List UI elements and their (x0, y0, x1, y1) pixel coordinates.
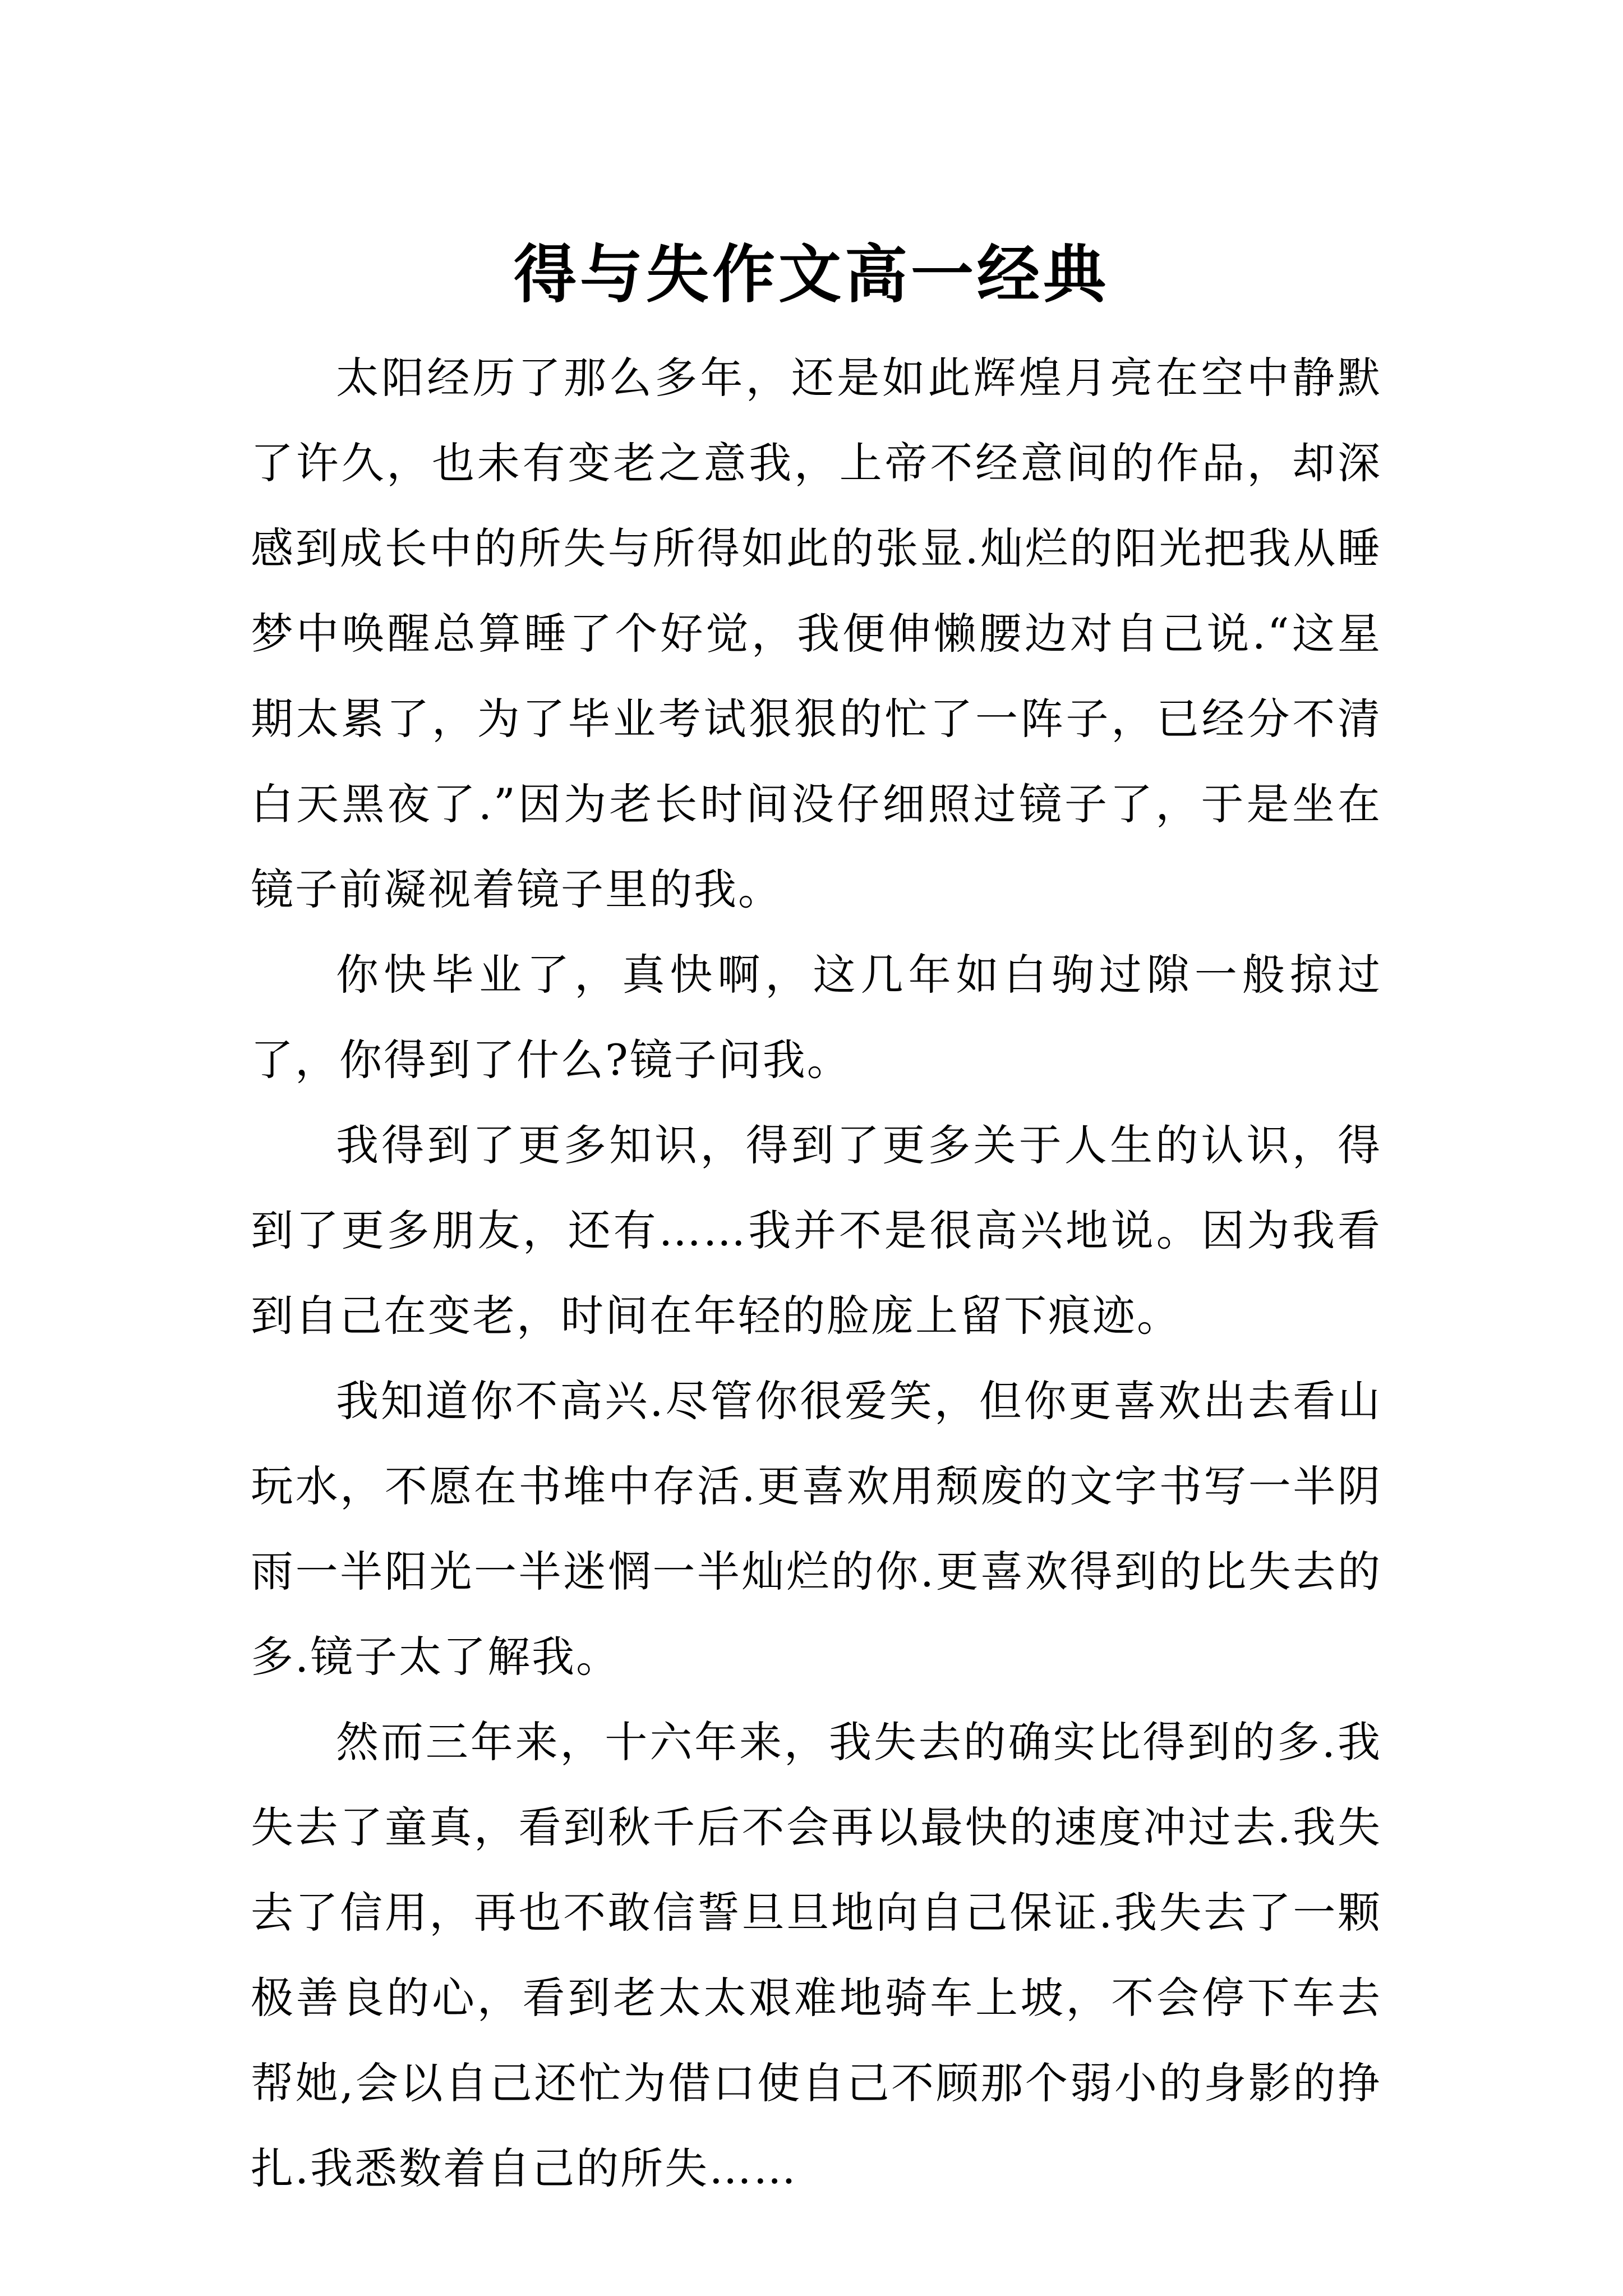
paragraph-2: 你快毕业了，真快啊，这几年如白驹过隙一般掠过了，你得到了什么?镜子问我。 (251, 950, 1382, 1085)
document-body (251, 335, 1382, 2211)
paragraph-5: 然而三年来，十六年来，我失去的确实比得到的多.我失去了童真，看到秋千后不会再以最快的速度冲过去.我失去了信用，再也不敢信誓旦旦地向自己保证.我失去了一颗极善良的心，看到老太太艰难地骑车上坡，不会停下车去帮她,会以自己还忙为借口使自己不顾那个弱小的身影的挣扎.我悉数着自己的所失…… (251, 1717, 1382, 2193)
paragraph-1: 太阳经历了那么多年，还是如此辉煌月亮在空中静默了许久，也未有变老之意我，上帝不经意间的作品，却深感到成长中的所失与所得如此的张显.灿烂的阳光把我从睡梦中唤醒总算睡了个好觉，我便伸懒腰边对自己说.“这星期太累了，为了毕业考试狠狠的忙了一阵子，已经分不清白天黑夜了.”因为老长时间没仔细照过镜子了，于是坐在镜子前凝视着镜子里的我。 (251, 353, 1382, 914)
document-title: 得与失作文高一经典 (514, 238, 1109, 312)
paragraph-3: 我得到了更多知识，得到了更多关于人生的认识，得到了更多朋友，还有……我并不是很高兴地说。因为我看到自己在变老，时间在年轻的脸庞上留下痕迹。 (251, 1120, 1382, 1341)
paragraph-4: 我知道你不高兴.尽管你很爱笑，但你更喜欢出去看山玩水，不愿在书堆中存活.更喜欢用颓废的文字书写一半阴雨一半阳光一半迷惘一半灿烂的你.更喜欢得到的比失去的多.镜子太了解我。 (251, 1376, 1382, 1682)
